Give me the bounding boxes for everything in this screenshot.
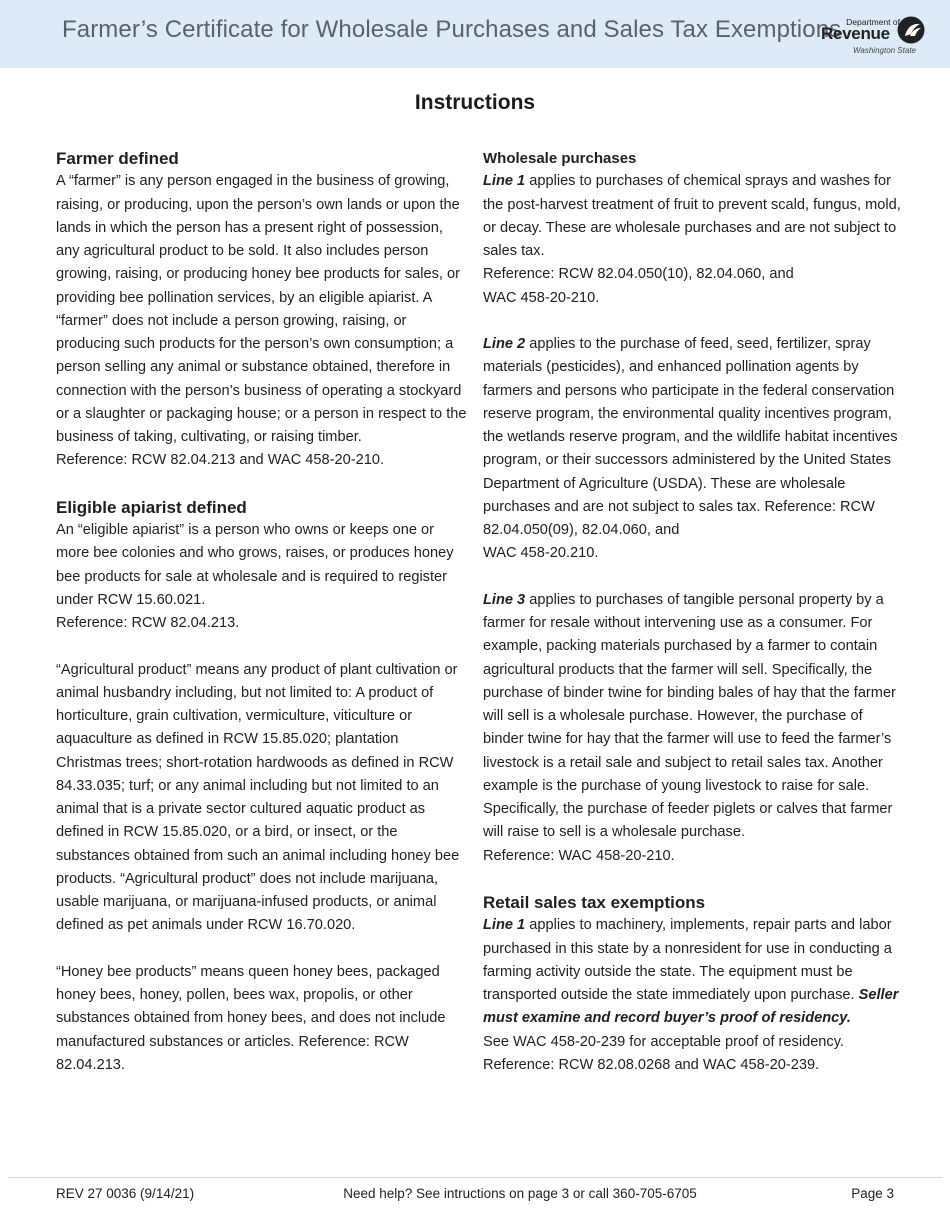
wholesale-line-3-reference: Reference: WAC 458-20-210. [483,847,675,864]
wholesale-line-3-text [483,589,901,845]
retail-sales-tax-exemptions-heading: Retail sales tax exemptions [483,893,706,912]
wholesale-line-1-reference-cont: WAC 458-20-210. [483,289,600,306]
wholesale-line-1-label: Line 1 [483,173,526,190]
wholesale-line-1-reference: Reference: RCW 82.04.050(10), 82.04.060, and [483,266,794,283]
dor-logo-icon [896,15,926,45]
wholesale-purchases-heading: Wholesale purchases [483,150,637,167]
right-column [483,147,901,1077]
wholesale-line-2-label: Line 2 [483,336,526,352]
retail-line-1-body: applies to machinery, implements, repair parts and labor purchased in this state by a nonresident for use in conducting a farming activity outside the state. The equipment must be transported outside the state immediately upon purchase. [483,917,892,1003]
logo-state-text: Washington State [852,46,916,55]
retail-line-1-emphasis: Seller must examine and record buyer’s proof of residency. [483,987,899,1027]
page-title: Instructions [414,91,536,114]
wholesale-line-3-label: Line 3 [483,591,526,608]
wholesale-line-1-text [483,170,901,263]
help-text: Need help? See intructions on page 3 or call 360-705-6705 [343,1186,697,1201]
retail-line-1-reference: Reference: RCW 82.08.0268 and WAC 458-20-239. [483,1056,820,1073]
wholesale-line-2-body: applies to the purchase of feed, seed, fertilizer, spray materials (pesticides), and enhanced pollination agents by farmers and persons who participate in the federal conservation reserve program, the environmental quality incentives program, the wetlands reserve program, and the wildlife habitat incentives program, or their successors administered by the United States Department of Agriculture (USDA). These are wholesale purchases and are not subject to sales tax. Reference: RCW 82.04.050(09), 82.04.060, and [483,336,898,538]
wholesale-line-3-body: applies to purchases of tangible personal property by a farmer for resale without intervening use as a consumer. For example, packing materials purchased by a farmer to contain agricultural products that the farmer will sell. Specifically, the purchase of binder twine for binding bales of hay that the farmer will sell is a wholesale purchase. However, the purchase of binder twine for hay that the farmer will use to feed the farmer’s livestock is a retail sale and subject to retail sales tax. Another example is the purchase of young livestock to raise for sale. Specifically, the purchase of feeder piglets or calves that farmer will raise to sell is a wholesale purchase. [483,591,896,841]
dor-logo [820,14,930,58]
document-title: Farmer’s Certificate for Wholesale Purchases and Sales Tax Exemptions [62,16,842,43]
farmer-defined-reference: Reference: RCW 82.04.213 and WAC 458-20-210. [56,452,384,469]
wholesale-line-2-reference-cont: WAC 458-20.210. [483,545,599,562]
wholesale-line-1-body: applies to purchases of chemical sprays and washes for the post-harvest treatment of fruit to prevent scald, fungus, mold, or decay. These are wholesale purchases and are not subject to sales tax. [483,173,901,259]
form-id: REV 27 0036 (9/14/21) [56,1186,195,1201]
wholesale-line-2-text [483,333,901,542]
left-column [56,147,468,1077]
farmer-defined-text: A “farmer” is any person engaged in the business of growing, raising, or producing, upon the person’s own lands or upon the lands in which the person has a present right of possession, any agricultural product to be sold. It also includes person growing, raising, or producing honey bee products for sales, or providing bee pollination services, by an eligible apiarist. A “farmer” does not include a person growing, raising, or producing such products for the person’s own consumption; a person selling any animal or substance obtained, therefore in connection with the person’s business of operating a stockyard or a slaughter or packaging house; or a person in respect to the business of taking, cultivating, or raising timber. [56,173,467,445]
farmer-defined-heading: Farmer defined [56,149,179,168]
honey-bee-products-text: “Honey bee products” means queen honey bees, packaged honey bees, honey, pollen, bees wax, propolis, or other substances obtained from honey bees, and does not include manufactured substances or articles. Reference: RCW 82.04.213. [56,963,446,1073]
eligible-apiarist-text: An “eligible apiarist” is a person who owns or keeps one or more bee colonies and who grows, raises, or produces honey bee products for sale at wholesale and is required to register under RCW 15.60.021. [56,522,454,608]
page-number: Page 3 [851,1186,894,1201]
retail-line-1-proof-note: See WAC 458-20-239 for acceptable proof of residency. [483,1033,844,1050]
logo-department-text: Department of [846,17,900,27]
logo-revenue-text: Revenue [821,24,890,43]
agricultural-product-text: “Agricultural product” means any product of plant cultivation or animal husbandry including, but not limited to: A product of horticulture, grain cultivation, vermiculture, viticulture or aquaculture as defined in RCW 15.85.020; plantation Christmas trees; short-rotation hardwoods as defined in RCW 84.33.035; turf; or any animal including but not limited to an animal that is a private sector cultured aquatic product as defined in RCW 15.85.020, or a bird, or insect, or the substances obtained from such an animal including honey bee products. “Agricultural product” does not include marijuana, usable marijuana, or marijuana-infused products, or animal defined as pet animals under RCW 16.70.020. [56,661,460,934]
footer-divider [8,1177,942,1178]
retail-line-1-text [483,914,901,1030]
retail-line-1-label: Line 1 [483,917,526,934]
eligible-apiarist-heading: Eligible apiarist defined [56,497,247,517]
eligible-apiarist-reference: Reference: RCW 82.04.213. [56,615,240,631]
